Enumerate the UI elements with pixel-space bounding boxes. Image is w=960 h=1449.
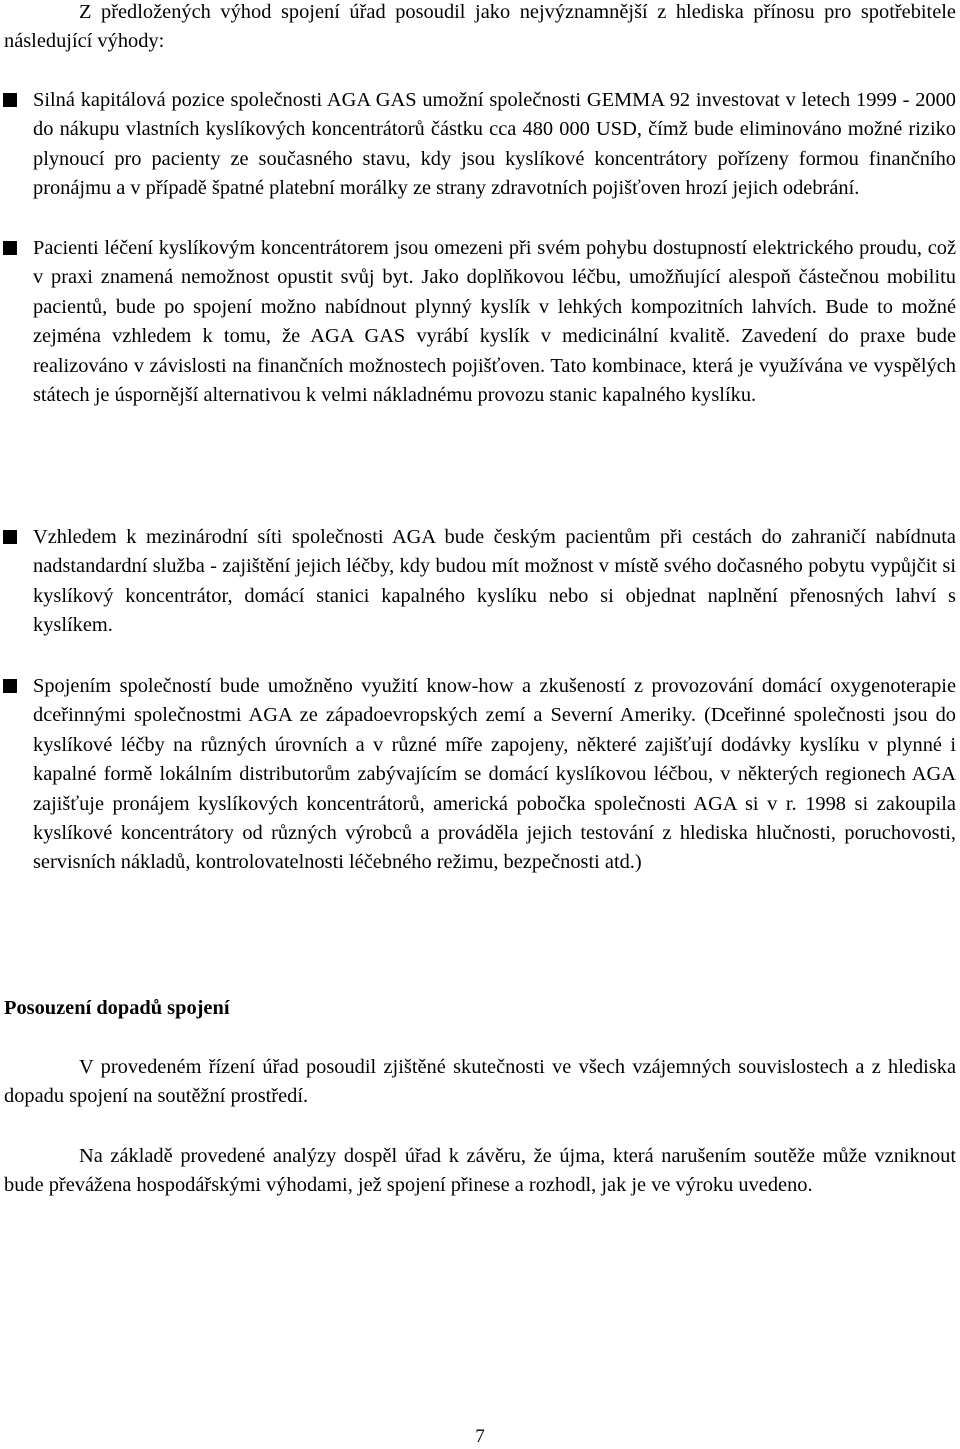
square-bullet-icon: [3, 241, 17, 255]
bullet-text: Pacienti léčení kyslíkovým koncentrátorem jsou omezeni při svém pohybu dostupností elektrického proudu, což v praxi znamená nemožnost opustit svůj byt. Jako doplňkovou léčbu, umožňující alespoň částečnou mobilitu pacientů, bude po spojení možno nabídnout plynný kyslík v lehkých kompozitních lahvích. Bude to možné zejména vzhledem k tomu, že AGA GAS vyrábí kyslík v medicinální kvalitě. Zavedení do praxe bude realizováno v závislosti na finančních možnostech pojišťoven. Tato kombinace, která je využívána ve vyspělých státech je úspornější alternativou k velmi nákladnému provozu stanic kapalného kyslíku.: [33, 237, 956, 407]
body-paragraph: Na základě provedené analýzy dospěl úřad k závěru, že újma, která narušením soutěže může vzniknout bude převážena hospodářskými výhodami, jež spojení přinese a rozhodl, jak je ve výroku uvedeno.: [4, 1145, 956, 1197]
square-bullet-icon: [3, 679, 17, 693]
section-heading: Posouzení dopadů spojení: [4, 997, 230, 1019]
bullet-text: Spojením společností bude umožněno využití know-how a zkušeností z provozování domácí oxygenoterapie dceřinnými společnostmi AGA ze západoevropských zemí a Severní Ameriky. (Dceřinné společnosti jsou do kyslíkové léčby na různých úrovních a v různé míře zapojeny, některé zajišťují dodávky kyslíku v plynné i kapalné formě lokálním distributorům zabývajícím se domácí kyslíkovou léčbou, v některých regionech AGA zajišťuje pronájem kyslíkových koncentrátorů, americká pobočka společnosti AGA si v r. 1998 si zakoupila kyslíkové koncentrátory od různých výrobců a prováděla jejich testování z hlediska hlučnosti, poruchovosti, servisních nákladů, kontrolovatelnosti léčebného režimu, bezpečnosti atd.): [33, 675, 956, 874]
square-bullet-icon: [3, 93, 17, 107]
intro-paragraph: Z předložených výhod spojení úřad posoudil jako nejvýznamnější z hlediska přínosu pro spotřebitele následující výhody:: [4, 1, 956, 53]
page-number: 7: [475, 1426, 485, 1447]
bullet-text: Vzhledem k mezinárodní síti společnosti AGA bude českým pacientům při cestách do zahraničí nabídnuta nadstandardní služba - zajištění jejich léčby, kdy budou mít možnost v místě svého dočasného pobytu vypůjčit si kyslíkový koncentrátor, domácí stanici kapalného kyslíku nebo si objednat naplnění přenosných lahví s kyslíkem.: [33, 526, 956, 637]
body-paragraph: V provedeném řízení úřad posoudil zjištěné skutečnosti ve všech vzájemných souvislostech a z hlediska dopadu spojení na soutěžní prostředí.: [4, 1056, 956, 1108]
bullet-text: Silná kapitálová pozice společnosti AGA GAS umožní společnosti GEMMA 92 investovat v letech 1999 - 2000 do nákupu vlastních kyslíkových koncentrátorů částku cca 480 000 USD, čímž bude eliminováno možné riziko plynoucí pro pacienty ze současného stavu, kdy jsou kyslíkové koncentrátory pořízeny formou finančního pronájmu a v případě špatné platební morálky ze strany zdravotních pojišťoven hrozí jejich odebrání.: [33, 89, 956, 200]
square-bullet-icon: [3, 530, 17, 544]
